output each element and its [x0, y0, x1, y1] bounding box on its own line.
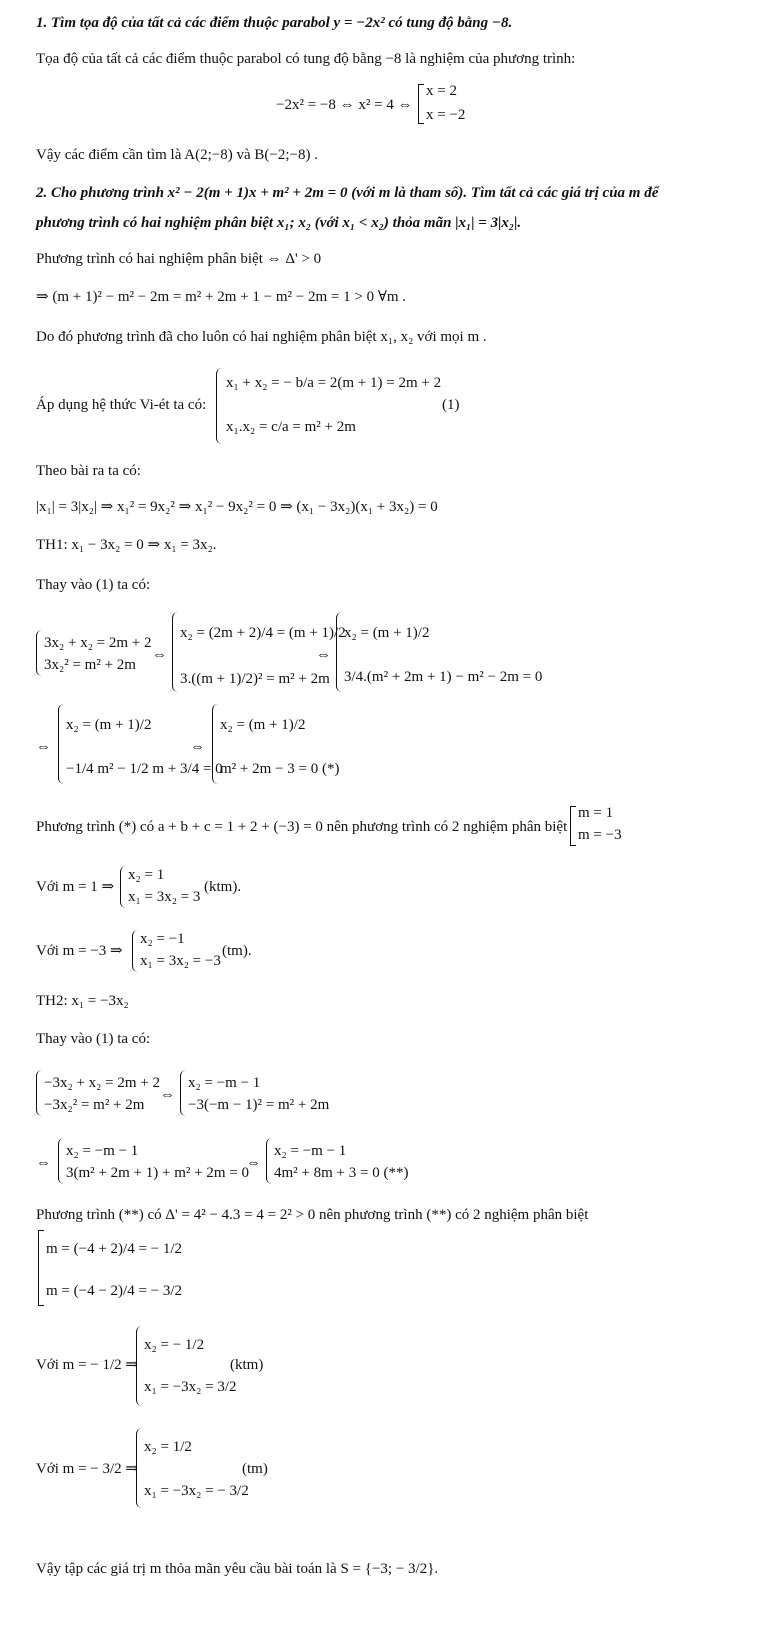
- case-m32-eq-1: x₂ = 1/2: [144, 1439, 192, 1455]
- system-1d-brace: [58, 704, 65, 784]
- system-2c-eq-1: x₂ = −m − 1: [66, 1143, 139, 1159]
- starstar-root-1: m = (−4 + 2)/4 = − 1/2: [46, 1241, 183, 1257]
- vieta-tag: (1): [442, 397, 460, 413]
- problem-1-conclusion: Vậy các điểm cần tìm là A(2;−8) và B(−2;−8) .: [36, 147, 318, 163]
- equiv-symbol: ⇔: [246, 1155, 261, 1171]
- case-m1-eq-2: x₁ = 3x₂ = 3: [128, 889, 201, 905]
- always-two-roots: Do đó phương trình đã cho luôn có hai nghiệm phân biệt x₁, x₂ với mọi m .: [36, 329, 487, 345]
- condition-line: Phương trình có hai nghiệm phân biệt ⇔ Δ' > 0: [36, 251, 322, 267]
- case-mh-tag: (ktm): [230, 1357, 264, 1373]
- equiv-symbol: ⇔: [316, 647, 331, 663]
- problem-1-title: 1. Tìm tọa độ của tất cả các điểm thuộc parabol y = −2x² có tung độ bằng −8.: [36, 15, 513, 31]
- equiv-symbol: ⇔: [160, 1087, 175, 1103]
- case-m32-brace: [136, 1428, 143, 1508]
- delta-line: ⇒ (m + 1)² − m² − 2m = m² + 2m + 1 − m² − 2m = 1 > 0 ∀m .: [36, 289, 407, 305]
- case-m3-brace: [132, 930, 139, 972]
- system-2c-eq-2: 3(m² + 2m + 1) + m² + 2m = 0: [66, 1165, 249, 1181]
- system-1e-eq-1: x₂ = (m + 1)/2: [220, 717, 306, 733]
- problem-2-title-line-2: phương trình có hai nghiệm phân biệt x₁; x₂ (với x₁ < x₂) thỏa mãn |x₁| = 3|x₂|.: [36, 215, 522, 231]
- system-1d-eq-2: −1/4 m² − 1/2 m + 3/4 = 0: [66, 761, 223, 777]
- case-mh-eq-2: x₁ = −3x₂ = 3/2: [144, 1379, 237, 1395]
- starstar-root-bracket: [38, 1230, 44, 1306]
- final-answer: Vậy tập các giá trị m thỏa mãn yêu cầu bài toán là S = {−3; − 3/2}.: [36, 1561, 439, 1577]
- root-1: x = 2: [426, 83, 457, 99]
- case-2: TH2: x₁ = −3x₂: [36, 993, 129, 1009]
- system-1c-brace: [336, 612, 343, 692]
- system-2b-eq-1: x₂ = −m − 1: [188, 1075, 261, 1091]
- equiv-symbol: ⇔: [36, 1155, 51, 1171]
- system-1b-eq-1: x₂ = (2m + 2)/4 = (m + 1)/2: [180, 625, 346, 641]
- case-mh-label: Với m = − 1/2 ⇒: [36, 1357, 139, 1373]
- system-2a-eq-1: −3x₂ + x₂ = 2m + 2: [44, 1075, 160, 1091]
- system-1e-eq-2: m² + 2m − 3 = 0 (*): [220, 761, 340, 777]
- system-1c-eq-1: x₂ = (m + 1)/2: [344, 625, 430, 641]
- system-1a-brace: [36, 630, 43, 676]
- vieta-product: x₁.x₂ = c/a = m² + 2m: [226, 419, 356, 435]
- system-1d-eq-1: x₂ = (m + 1)/2: [66, 717, 152, 733]
- starstar-root-2: m = (−4 − 2)/4 = − 3/2: [46, 1283, 183, 1299]
- star-root-1: m = 1: [578, 805, 614, 821]
- substitute-1: Thay vào (1) ta có:: [36, 577, 151, 593]
- equiv-symbol: ⇔: [36, 739, 51, 755]
- equation-x-squared: −2x² = −8 ⇔ x² = 4 ⇔: [276, 97, 413, 113]
- system-2d-eq-1: x₂ = −m − 1: [274, 1143, 347, 1159]
- case-m3-label: Với m = −3 ⇒: [36, 943, 123, 959]
- system-1e-brace: [212, 704, 219, 784]
- abs-equation: |x₁| = 3|x₂| ⇒ x₁² = 9x₂² ⇒ x₁² − 9x₂² = 0 ⇒ (x₁ − 3x₂)(x₁ + 3x₂) = 0: [36, 499, 438, 515]
- system-1a-eq-1: 3x₂ + x₂ = 2m + 2: [44, 635, 152, 651]
- root-bracket: [418, 84, 424, 124]
- equiv-symbol: ⇔: [152, 647, 167, 663]
- star-root-2: m = −3: [578, 827, 622, 843]
- system-2a-eq-2: −3x₂² = m² + 2m: [44, 1097, 145, 1113]
- system-2d-brace: [266, 1138, 273, 1184]
- system-2d-eq-2: 4m² + 8m + 3 = 0 (**): [274, 1165, 409, 1181]
- case-m1-eq-1: x₂ = 1: [128, 867, 165, 883]
- starstar-equation-text: Phương trình (**) có Δ' = 4² − 4.3 = 4 = 2² > 0 nên phương trình (**) có 2 nghiệm phân biệt: [36, 1207, 589, 1223]
- star-root-bracket: [570, 806, 576, 846]
- system-1c-eq-2: 3/4.(m² + 2m + 1) − m² − 2m = 0: [344, 669, 543, 685]
- case-mh-brace: [136, 1326, 143, 1406]
- equiv-symbol: ⇔: [190, 739, 205, 755]
- problem-2-title-line-1: 2. Cho phương trình x² − 2(m + 1)x + m² + 2m = 0 (với m là tham số). Tìm tất cả các giá trị của m để: [36, 185, 659, 201]
- root-2: x = −2: [426, 107, 466, 123]
- system-1b-brace: [172, 612, 179, 692]
- system-2a-brace: [36, 1070, 43, 1116]
- system-1a-eq-2: 3x₂² = m² + 2m: [44, 657, 136, 673]
- case-1: TH1: x₁ − 3x₂ = 0 ⇒ x₁ = 3x₂.: [36, 537, 217, 553]
- case-m3-eq-2: x₁ = 3x₂ = −3: [140, 953, 221, 969]
- substitute-2: Thay vào (1) ta có:: [36, 1031, 151, 1047]
- problem-1-intro: Tọa độ của tất cả các điểm thuộc parabol có tung độ bằng −8 là nghiệm của phương trình:: [36, 51, 576, 67]
- case-m3-tag: (tm).: [222, 943, 252, 959]
- theo-bai-ra: Theo bài ra ta có:: [36, 463, 141, 479]
- vieta-label: Áp dụng hệ thức Vi-ét ta có:: [36, 397, 207, 413]
- case-m32-tag: (tm): [242, 1461, 268, 1477]
- system-2b-brace: [180, 1070, 187, 1116]
- case-m1-brace: [120, 866, 127, 908]
- system-1b-eq-2: 3.((m + 1)/2)² = m² + 2m: [180, 671, 330, 687]
- case-m3-eq-1: x₂ = −1: [140, 931, 185, 947]
- case-m32-label: Với m = − 3/2 ⇒: [36, 1461, 139, 1477]
- system-2b-eq-2: −3(−m − 1)² = m² + 2m: [188, 1097, 330, 1113]
- vieta-sum: x₁ + x₂ = − b/a = 2(m + 1) = 2m + 2: [226, 375, 442, 391]
- vieta-brace: [216, 368, 223, 444]
- case-m1-label: Với m = 1 ⇒: [36, 879, 115, 895]
- case-mh-eq-1: x₂ = − 1/2: [144, 1337, 205, 1353]
- case-m32-eq-2: x₁ = −3x₂ = − 3/2: [144, 1483, 249, 1499]
- case-m1-tag: (ktm).: [204, 879, 242, 895]
- star-equation-text: Phương trình (*) có a + b + c = 1 + 2 + (−3) = 0 nên phương trình có 2 nghiệm phân biệt: [36, 819, 568, 835]
- system-2c-brace: [58, 1138, 65, 1184]
